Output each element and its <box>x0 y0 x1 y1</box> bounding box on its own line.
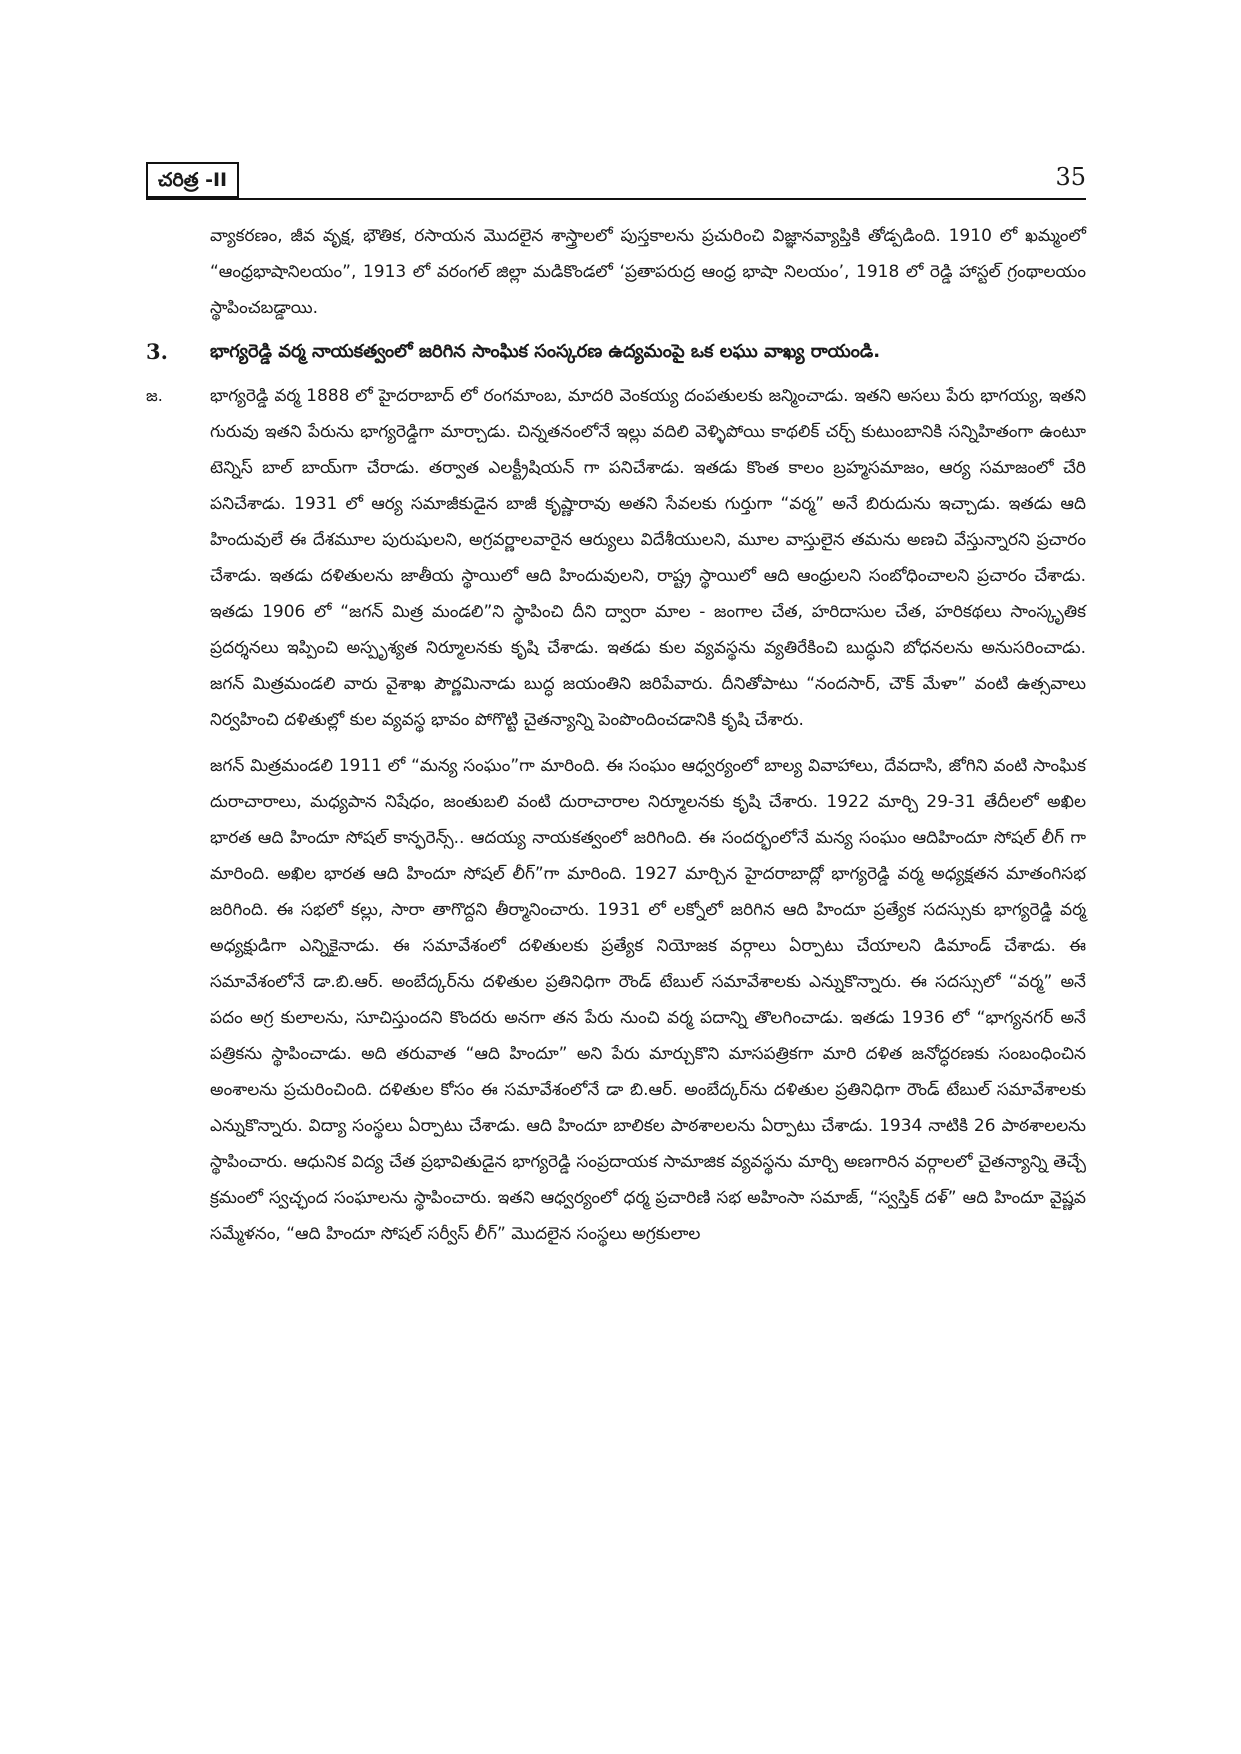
page-content <box>146 218 1086 1252</box>
intro-paragraph: వ్యాకరణం, జీవ వృక్ష, భౌతిక, రసాయన మొదలైన శాస్త్రాలలో పుస్తకాలను ప్రచురించి విజ్ఞానవ్యాప్తికి తోడ్పడింది. 1910 లో ఖమ్మంలో “ఆంధ్రభాషానిలయం”, 1913 లో వరంగల్ జిల్లా మడికొండలో ‘ప్రతాపరుద్ర ఆంధ్ర భాషా నిలయం’, 1918 లో రెడ్డి హాస్టల్ గ్రంథాలయం స్థాపించబడ్డాయి. <box>210 226 1086 318</box>
question-number: 3. <box>146 339 168 364</box>
question-text: భాగ్యరెడ్డి వర్మ నాయకత్వంలో జరిగిన సాంఘిక సంస్కరణ ఉద్యమంపై ఒక లఘు వాఖ్య రాయండి. <box>210 341 881 362</box>
page-header <box>146 162 1086 202</box>
header-divider <box>146 198 1086 200</box>
answer-marker: జ. <box>146 386 163 405</box>
page-number: 35 <box>1055 163 1086 191</box>
answer-paragraph-1: భాగ్యరెడ్డి వర్మ 1888 లో హైదరాబాద్ లో రంగమాంబ, మాదరి వెంకయ్య దంపతులకు జన్మించాడు. ఇతని అసలు పేరు భాగయ్య, ఇతని గురువు ఇతని పేరును భాగ్యరెడ్డిగా మార్చాడు. చిన్నతనంలోనే ఇల్లు వదిలి వెళ్ళిపోయి కాథలిక్ చర్చ్ కుటుంబానికి సన్నిహితంగా ఉంటూ టెన్నిస్ బాల్ బాయ్‌గా చేరాడు. తర్వాత ఎలక్ట్రీషియన్ గా పనిచేశాడు. ఇతడు కొంత కాలం బ్రహ్మసమాజం, ఆర్య సమాజంలో చేరి పనిచేశాడు. 1931 లో ఆర్య సమాజీకుడైన బాజీ కృష్ణారావు అతని సేవలకు గుర్తుగా “వర్మ” అనే బిరుదును ఇచ్చాడు. ఇతడు ఆది హిందువులే ఈ దేశమూల పురుషులని, అగ్రవర్ణాలవారైన ఆర్యులు విదేశీయులని, మూల వాస్తులైన తమను అణచి వేస్తున్నారని ప్రచారం చేశాడు. ఇతడు దళితులను జాతీయ స్థాయిలో ఆది హిందువులని, రాష్ట్ర స్థాయిలో ఆది ఆంధ్రులని సంబోధించాలని ప్రచారం చేశాడు. ఇతడు 1906 లో “జగన్ మిత్ర మండలి”ని స్థాపించి దీని ద్వారా మాల - జంగాల చేత, హరిదాసుల చేత, హరికథలు సాంస్కృతిక ప్రదర్శనలు ఇప్పించి అస్పృశ్యత నిర్మూలనకు కృషి చేశాడు. ఇతడు కుల వ్యవస్థను వ్యతిరేకించి బుద్ధుని బోధనలను అనుసరించాడు. జగన్ మిత్రమండలి వారు వైశాఖ పౌర్ణమినాడు బుద్ధ జయంతిని జరిపేవారు. దీనితోపాటు “నందసార్, చౌక్ మేళా” వంటి ఉత్సవాలు నిర్వహించి దళితుల్లో కుల వ్యవస్థ భావం పోగొట్టి చైతన్యాన్ని పెంపొందించడానికి కృషి చేశారు. <box>210 386 1086 730</box>
answer-block <box>146 378 1086 1252</box>
answer-paragraph-2: జగన్ మిత్రమండలి 1911 లో “మన్య సంఘం”గా మారింది. ఈ సంఘం ఆధ్వర్యంలో బాల్య వివాహాలు, దేవదాసి, జోగిని వంటి సాంఘిక దురాచారాలు, మధ్యపాన నిషేధం, జంతుబలి వంటి దురాచారాల నిర్మూలనకు కృషి చేశారు. 1922 మార్చి 29-31 తేదీలలో అఖిల భారత ఆది హిందూ సోషల్ కాన్ఫరెన్స్.. ఆదయ్య నాయకత్వంలో జరిగింది. ఈ సందర్భంలోనే మన్య సంఘం ఆదిహిందూ సోషల్ లీగ్ గా మారింది. అఖిల భారత ఆది హిందూ సోషల్ లీగ్”గా మారింది. 1927 మార్చిన హైదరాబాద్లో భాగ్యరెడ్డి వర్మ అధ్యక్షతన మాతంగిసభ జరిగింది. ఈ సభలో కల్లు, సారా తాగొద్దని తీర్మానించారు. 1931 లో లక్నోలో జరిగిన ఆది హిందూ ప్రత్యేక సదస్సుకు భాగ్యరెడ్డి వర్మ అధ్యక్షుడిగా ఎన్నికైనాడు. ఈ సమావేశంలో దళితులకు ప్రత్యేక నియోజక వర్గాలు ఏర్పాటు చేయాలని డిమాండ్ చేశాడు. ఈ సమావేశంలోనే డా.బి.ఆర్. అంబేద్కర్‌ను దళితుల ప్రతినిధిగా రౌండ్ టేబుల్ సమావేశాలకు ఎన్నుకొన్నారు. ఈ సదస్సులో “వర్మ” అనే పదం అగ్ర కులాలను, సూచిస్తుందని కొందరు అనగా తన పేరు నుంచి వర్మ పదాన్ని తొలగించాడు. ఇతడు 1936 లో “భాగ్యనగర్ అనే పత్రికను స్థాపించాడు. అది తరువాత “ఆది హిందూ” అని పేరు మార్చుకొని మాసపత్రికగా మారి దళిత జనోద్ధరణకు సంబంధించిన అంశాలను ప్రచురించింది. దళితుల కోసం ఈ సమావేశంలోనే డా బి.ఆర్. అంబేద్కర్‌ను దళితుల ప్రతినిధిగా రౌండ్ టేబుల్ సమావేశాలకు ఎన్నుకొన్నారు. విద్యా సంస్థలు ఏర్పాటు చేశాడు. ఆది హిందూ బాలికల పాఠశాలలను ఏర్పాటు చేశాడు. 1934 నాటికి 26 పాఠశాలలను స్థాపించారు. ఆధునిక విద్య చేత ప్రభావితుడైన భాగ్యరెడ్డి సంప్రదాయక సామాజిక వ్యవస్థను మార్చి అణగారిన వర్గాలలో చైతన్యాన్ని తెచ్చే క్రమంలో స్వచ్ఛంద సంఘాలను స్థాపించారు. ఇతని ఆధ్వర్యంలో ధర్మ ప్రచారిణి సభ అహింసా సమాజ్, “స్వస్తిక్ దళ్” ఆది హిందూ వైష్ణవ సమ్మేళనం, “ఆది హిందూ సోషల్ సర్వీస్ లీగ్” మొదలైన సంస్థలు అగ్రకులాల <box>210 756 1087 1244</box>
course-tag: చరిత్ర -II <box>146 162 239 198</box>
question-block <box>146 334 1086 370</box>
